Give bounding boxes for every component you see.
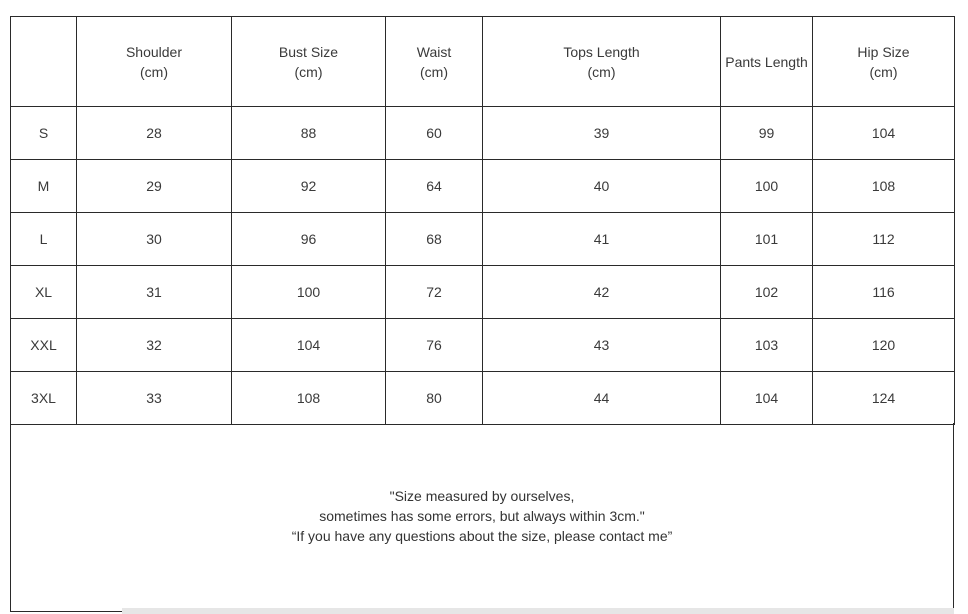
table-cell: 40	[483, 160, 721, 213]
header-hip-size	[813, 17, 955, 107]
table-cell: 108	[813, 160, 955, 213]
table-cell: 92	[232, 160, 386, 213]
table-cell: 43	[483, 319, 721, 372]
header-label: Pants Length	[725, 53, 808, 70]
table-row	[11, 107, 955, 160]
header-row	[11, 17, 955, 107]
table-cell: 32	[77, 319, 232, 372]
table-cell: 108	[232, 372, 386, 425]
header-label: Hip Size	[857, 43, 910, 60]
table-cell: 28	[77, 107, 232, 160]
header-tops-length	[483, 17, 721, 107]
table-cell: 31	[77, 266, 232, 319]
table-cell: 99	[721, 107, 813, 160]
size-label-cell: M	[11, 160, 77, 213]
size-label-cell: S	[11, 107, 77, 160]
header-unit: (cm)	[140, 63, 168, 80]
size-note-box	[10, 423, 954, 612]
header-unit: (cm)	[294, 63, 323, 80]
header-label: Tops Length	[563, 43, 640, 60]
table-cell: 30	[77, 213, 232, 266]
size-label-cell: L	[11, 213, 77, 266]
note-line-2: sometimes has some errors, but always within 3cm."	[319, 508, 645, 524]
header-size-corner	[11, 17, 77, 107]
table-cell: 116	[813, 266, 955, 319]
table-row	[11, 266, 955, 319]
table-cell: 103	[721, 319, 813, 372]
header-label: Bust Size	[278, 43, 339, 60]
table-cell: 42	[483, 266, 721, 319]
table-row	[11, 372, 955, 425]
table-cell: 64	[386, 160, 483, 213]
horizontal-scrollbar[interactable]	[122, 608, 954, 614]
header-waist	[386, 17, 483, 107]
table-row	[11, 213, 955, 266]
header-unit: (cm)	[869, 63, 898, 80]
header-unit: (cm)	[587, 63, 616, 80]
table-cell: 100	[721, 160, 813, 213]
table-cell: 60	[386, 107, 483, 160]
table-cell: 120	[813, 319, 955, 372]
table-row	[11, 319, 955, 372]
header-bust-size	[232, 17, 386, 107]
size-label-cell: XL	[11, 266, 77, 319]
table-cell: 41	[483, 213, 721, 266]
header-unit: (cm)	[420, 63, 448, 80]
note-line-3: “If you have any questions about the size, please contact me”	[291, 528, 673, 544]
note-line-1: "Size measured by ourselves,	[389, 488, 575, 504]
table-cell: 104	[813, 107, 955, 160]
table-cell: 44	[483, 372, 721, 425]
table-cell: 101	[721, 213, 813, 266]
table-cell: 124	[813, 372, 955, 425]
table-cell: 80	[386, 372, 483, 425]
size-label-cell: XXL	[11, 319, 77, 372]
table-cell: 29	[77, 160, 232, 213]
table-cell: 39	[483, 107, 721, 160]
header-label: Waist	[416, 43, 452, 60]
size-chart	[10, 16, 954, 612]
table-cell: 68	[386, 213, 483, 266]
header-pants-length	[721, 17, 813, 107]
header-label: Shoulder	[125, 43, 183, 60]
size-label-cell: 3XL	[11, 372, 77, 425]
header-shoulder	[77, 17, 232, 107]
table-row	[11, 160, 955, 213]
table-cell: 112	[813, 213, 955, 266]
size-table	[10, 16, 955, 425]
table-cell: 104	[721, 372, 813, 425]
table-cell: 33	[77, 372, 232, 425]
table-cell: 100	[232, 266, 386, 319]
table-cell: 96	[232, 213, 386, 266]
table-cell: 76	[386, 319, 483, 372]
table-cell: 102	[721, 266, 813, 319]
table-cell: 88	[232, 107, 386, 160]
size-note	[11, 486, 953, 546]
table-cell: 104	[232, 319, 386, 372]
table-cell: 72	[386, 266, 483, 319]
